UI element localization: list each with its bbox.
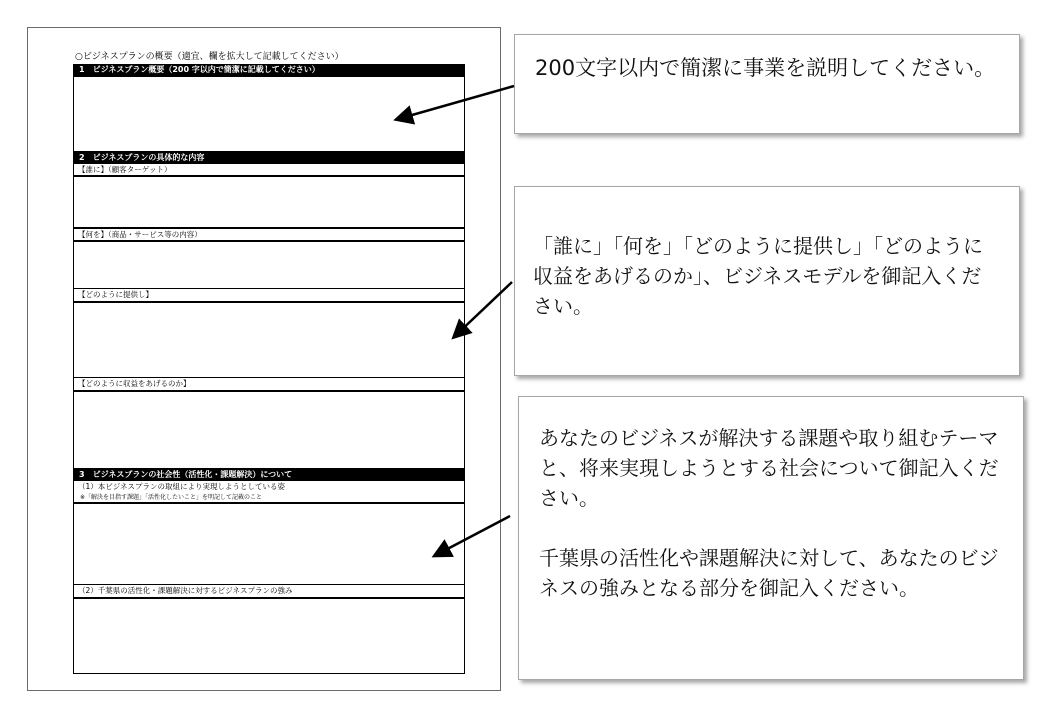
section-1-heading: 1 ビジネスプラン概要（200 字以内で簡潔に記載してください）	[73, 64, 465, 76]
q1-note: ※「解決を目指す課題」「活性化したいこと」を明記して記載のこと	[73, 493, 465, 503]
callout-social-text-2: 千葉県の活性化や課題解決に対して、あなたのビジネスの強みとなる部分を御記入ください。	[539, 546, 999, 600]
arrow-to-overview-icon	[398, 86, 514, 119]
arrow-to-how-icon	[455, 282, 512, 336]
callout-social-text-1: あなたのビジネスが解決する課題や取り組むテーマと、将来実現しようとする社会について御記入ください。	[539, 426, 999, 510]
section-2-heading: 2 ビジネスプランの具体的な内容	[73, 152, 465, 164]
q2-label: （2）千葉県の活性化・課題解決に対するビジネスプランの強み	[73, 585, 465, 598]
arrow-to-social-icon	[436, 516, 510, 555]
document-title: ○ビジネスプランの概要（適宜、欄を拡大して記載してください）	[75, 52, 344, 62]
callout-model-text: 「誰に」「何を」「どのように提供し」「どのように収益をあげるのか」、ビジネスモデルを御記入ください。	[533, 234, 983, 318]
callout-overview-text: 200文字以内で簡潔に事業を説明してください。	[535, 56, 996, 80]
revenue-label: 【どのように収益をあげるのか】	[73, 378, 465, 391]
section-3-heading: 3 ビジネスプランの社会性（活性化・課題解決）について	[73, 469, 465, 481]
what-label: 【何を】（商品・サービス等の内容）	[73, 228, 465, 241]
who-label: 【誰に】（顧客ターゲット）	[73, 164, 465, 176]
how-label: 【どのように提供し】	[73, 289, 465, 302]
q1-label: （1）本ビジネスプランの取組により実現しようとしている姿	[73, 481, 465, 493]
